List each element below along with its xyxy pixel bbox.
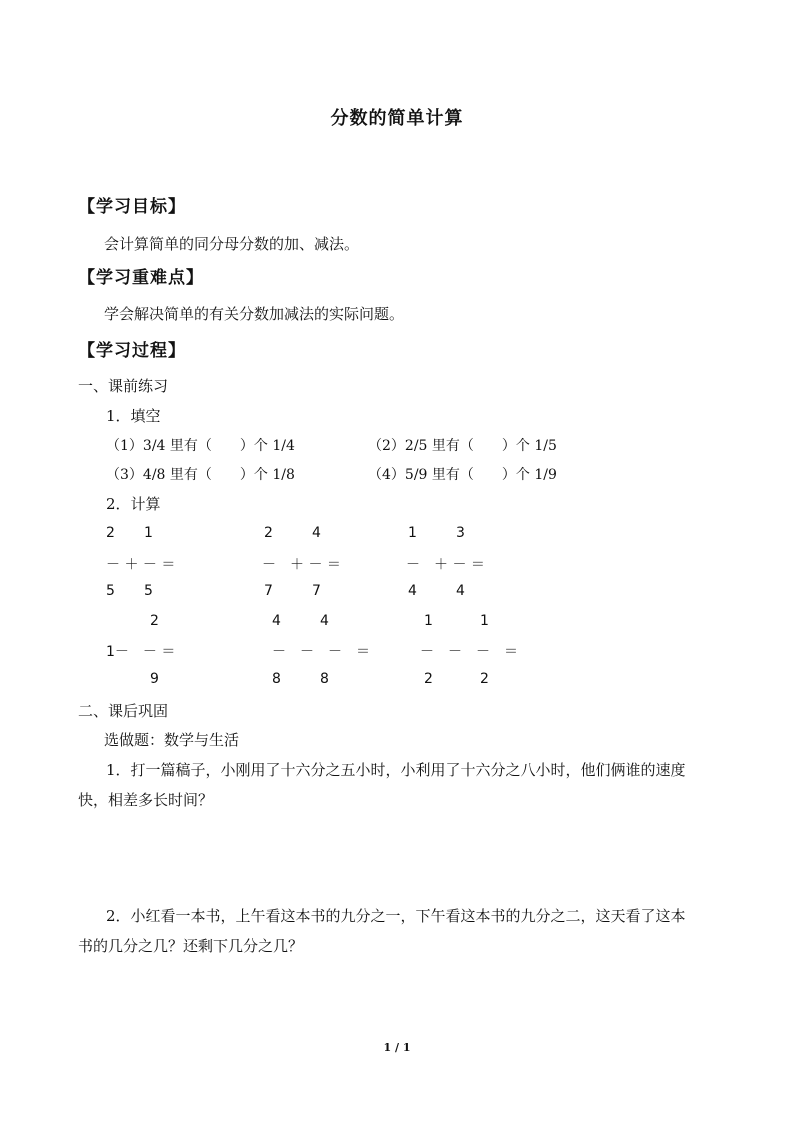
denominator: 7 xyxy=(312,583,321,599)
fill-item: （3）4/8 里有（ ）个 1/8 xyxy=(106,467,295,483)
denominator: 7 xyxy=(264,583,273,599)
page-number: 1 / 1 xyxy=(383,1041,411,1054)
numerator: 2 xyxy=(106,525,115,541)
goal-text: 会计算简单的同分母分数的加、减法。 xyxy=(104,235,360,253)
operator-line: － ＋ － ＝ xyxy=(406,557,485,573)
fill-blank-label: 1．填空 xyxy=(106,407,161,425)
denominator: 2 xyxy=(424,671,433,687)
operator-line: － ＋ － ＝ xyxy=(262,557,341,573)
part1-heading: 一、课前练习 xyxy=(78,377,169,395)
goal-heading: 【学习目标】 xyxy=(78,197,186,217)
calc-label: 2．计算 xyxy=(106,495,161,513)
denominator: 4 xyxy=(456,583,465,599)
numerator: 4 xyxy=(312,525,321,541)
numerator: 4 xyxy=(320,613,329,629)
fill-item: （2）2/5 里有（ ）个 1/5 xyxy=(368,438,557,454)
denominator: 5 xyxy=(144,583,153,599)
denominator: 9 xyxy=(150,671,159,687)
numerator: 1 xyxy=(408,525,417,541)
question-2-line-2: 书的几分之几？还剩下几分之几？ xyxy=(78,937,304,955)
fill-item: （1）3/4 里有（ ）个 1/4 xyxy=(106,438,295,454)
denominator: 8 xyxy=(320,671,329,687)
part2-heading: 二、课后巩固 xyxy=(78,702,169,720)
numerator: 4 xyxy=(272,613,281,629)
page-title: 分数的简单计算 xyxy=(330,108,464,129)
key-points-text: 学会解决简单的有关分数加减法的实际问题。 xyxy=(104,305,405,323)
denominator: 2 xyxy=(480,671,489,687)
optional-subheading: 选做题：数学与生活 xyxy=(104,731,240,749)
numerator: 3 xyxy=(456,525,465,541)
numerator: 1 xyxy=(144,525,153,541)
question-1-line-1: 1．打一篇稿子，小刚用了十六分之五小时，小利用了十六分之八小时，他们俩谁的速度 xyxy=(106,761,686,779)
numerator: 2 xyxy=(264,525,273,541)
process-heading: 【学习过程】 xyxy=(78,341,186,361)
question-2-line-1: 2．小红看一本书，上午看这本书的九分之一，下午看这本书的九分之二，这天看了这本 xyxy=(106,907,686,925)
key-points-heading: 【学习重难点】 xyxy=(78,268,204,288)
operator-line: － － － ＝ xyxy=(420,644,518,660)
numerator: 2 xyxy=(150,613,159,629)
question-1-line-2: 快，相差多长时间？ xyxy=(78,791,214,809)
operator-line: 1－ － ＝ xyxy=(106,644,176,660)
fill-item: （4）5/9 里有（ ）个 1/9 xyxy=(368,467,557,483)
operator-line: － ＋ － ＝ xyxy=(106,557,176,573)
numerator: 1 xyxy=(424,613,433,629)
numerator: 1 xyxy=(480,613,489,629)
denominator: 5 xyxy=(106,583,115,599)
operator-line: － － － ＝ xyxy=(272,644,370,660)
denominator: 8 xyxy=(272,671,281,687)
denominator: 4 xyxy=(408,583,417,599)
